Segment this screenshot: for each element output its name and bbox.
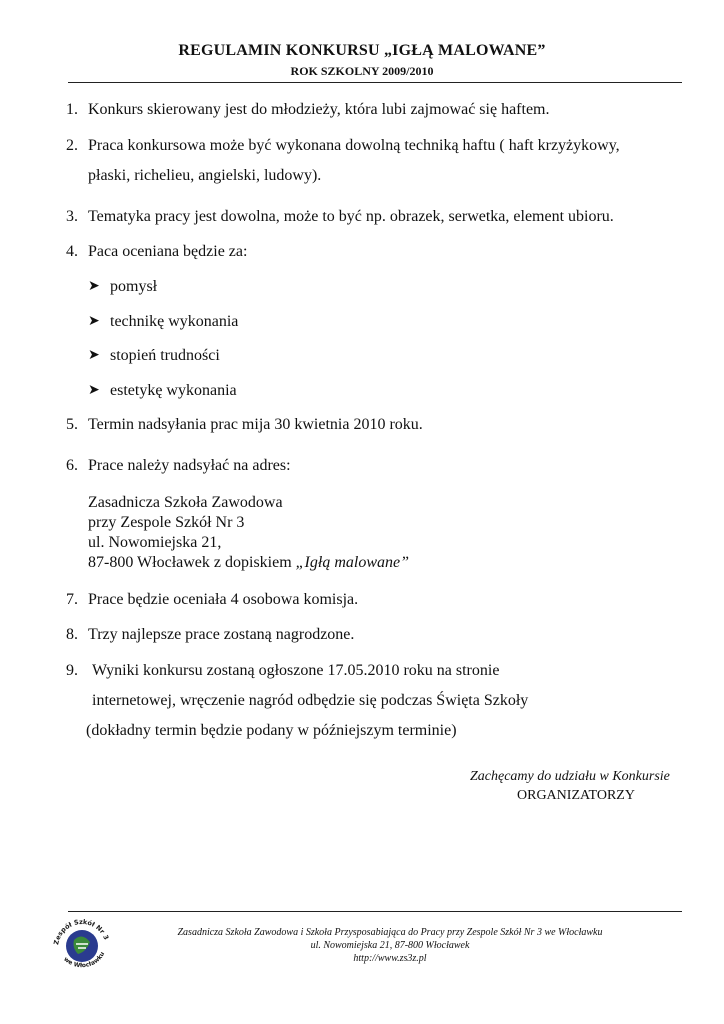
- footer-website-link[interactable]: http://www.zs3z.pl: [353, 953, 427, 964]
- footer-address: ul. Nowomiejska 21, 87-800 Włocławek: [310, 940, 470, 951]
- criterion-item: technikę wykonania: [110, 313, 239, 330]
- rule-item-3: Tematyka pracy jest dowolna, może to być np. obrazek, serwetka, element ubioru.: [88, 208, 614, 225]
- address-line: ul. Nowomiejska 21,: [88, 534, 222, 551]
- rule-item-6: Prace należy nadsyłać na adres:: [88, 457, 291, 474]
- item-number-5: 5.: [66, 416, 78, 433]
- svg-text:we Włocławku: we Włocławku: [62, 950, 107, 970]
- page-title: REGULAMIN KONKURSU „IGŁĄ MALOWANE”: [178, 42, 546, 59]
- rule-item-1: Konkurs skierowany jest do młodzieży, która lubi zajmować się haftem.: [88, 101, 550, 118]
- address-line: Zasadnicza Szkoła Zawodowa: [88, 494, 283, 511]
- header-divider: [68, 82, 682, 83]
- rule-item-4: Paca oceniana będzie za:: [88, 243, 248, 260]
- item-number-1: 1.: [66, 101, 78, 118]
- item-number-6: 6.: [66, 457, 78, 474]
- criterion-item: pomysł: [110, 278, 158, 295]
- rule-item-7: Prace będzie oceniała 4 osobowa komisja.: [88, 591, 359, 608]
- address-line: przy Zespole Szkół Nr 3: [88, 514, 245, 531]
- rule-item-9-line1: Wyniki konkursu zostaną ogłoszone 17.05.2010 roku na stronie: [92, 662, 500, 679]
- criterion-item: estetykę wykonania: [110, 382, 237, 399]
- item-number-2: 2.: [66, 137, 78, 154]
- organizers-text: ORGANIZATORZY: [517, 788, 635, 803]
- footer-school-name: Zasadnicza Szkoła Zawodowa i Szkoła Przysposabiająca do Pracy przy Zespole Szkół Nr 3 we Włocławku: [177, 927, 603, 938]
- item-number-8: 8.: [66, 626, 78, 643]
- rule-item-9-line2: internetowej, wręczenie nagród odbędzie się podczas Święta Szkoły: [92, 692, 529, 709]
- rule-item-5: Termin nadsyłania prac mija 30 kwietnia 2010 roku.: [88, 416, 423, 433]
- arrow-bullet-icon: ➤: [88, 314, 100, 329]
- footer-divider: [68, 911, 682, 912]
- criterion-item: stopień trudności: [110, 347, 220, 364]
- invitation-text: Zachęcamy do udziału w Konkursie: [470, 769, 670, 784]
- school-logo-icon: [50, 914, 114, 974]
- rule-item-2-line2: płaski, richelieu, angielski, ludowy).: [88, 167, 322, 184]
- address-city: 87-800 Włocławek z dopiskiem: [88, 554, 296, 571]
- arrow-bullet-icon: ➤: [88, 279, 100, 294]
- page-subtitle: ROK SZKOLNY 2009/2010: [290, 64, 434, 78]
- address-note: „Igłą malowane”: [295, 554, 409, 571]
- svg-text:Zespół Szkół Nr 3: Zespół Szkół Nr 3: [52, 917, 111, 946]
- item-number-9: 9.: [66, 662, 78, 679]
- item-number-3: 3.: [66, 208, 78, 225]
- item-number-7: 7.: [66, 591, 78, 608]
- arrow-bullet-icon: ➤: [88, 348, 100, 363]
- address-city-line: [88, 553, 409, 573]
- item-number-4: 4.: [66, 243, 78, 260]
- arrow-bullet-icon: ➤: [88, 383, 100, 398]
- rule-item-9-line3: (dokładny termin będzie podany w późniejszym terminie): [86, 722, 457, 739]
- rule-item-8: Trzy najlepsze prace zostaną nagrodzone.: [88, 626, 355, 643]
- rule-item-2-line1: Praca konkursowa może być wykonana dowolną techniką haftu ( haft krzyżykowy,: [88, 137, 620, 154]
